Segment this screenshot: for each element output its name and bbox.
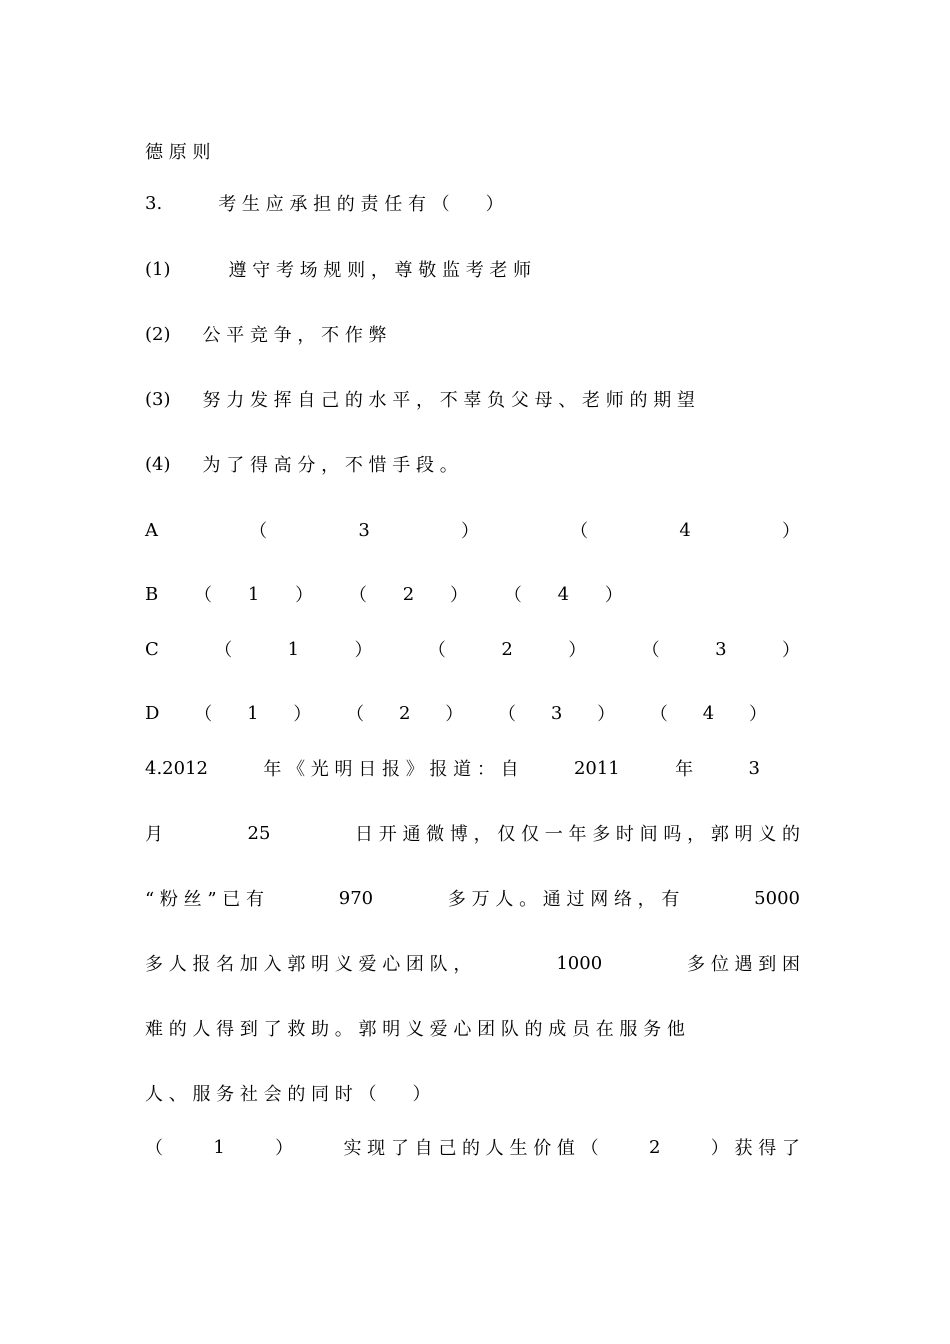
option-b — [145, 579, 623, 609]
option-part: ） — [597, 704, 616, 725]
option-part: （ — [249, 521, 268, 542]
item-text: 公 平 竞 争 ， 不 作 弊 — [202, 325, 387, 346]
option-part: （ — [649, 704, 668, 725]
item-text: 努 力 发 挥 自 己 的 水 平 ， 不 辜 负 父 母 、 老 师 的 期 望 — [202, 390, 695, 411]
q4-token: ） — [275, 1138, 294, 1159]
option-part: （ — [503, 585, 522, 606]
question-4-line-4 — [145, 948, 800, 978]
option-d — [145, 698, 767, 728]
option-part: ） — [781, 521, 800, 542]
q4-token: 2011 — [573, 757, 620, 779]
option-part: 1 — [247, 583, 260, 605]
q4-token: 多 人 报 名 加 入 郭 明 义 爱 心 团 队 ， — [145, 954, 472, 975]
q4-token: 4.2012 — [145, 757, 208, 779]
option-part: 1 — [287, 638, 300, 660]
q4-token: （ — [145, 1138, 163, 1159]
q4-token: 25 — [247, 822, 271, 844]
option-part: （ — [498, 704, 517, 725]
item-label: (4) — [145, 453, 171, 475]
item-label: (3) — [145, 388, 171, 410]
q4-token: 实 现 了 自 己 的 人 生 价 值 （ — [343, 1138, 599, 1159]
option-part: ） — [354, 640, 373, 661]
q4-token: “ 粉 丝 ” 已 有 — [145, 889, 265, 910]
q4-token: 970 — [338, 887, 374, 909]
q4-token: 日 开 通 微 博 ， 仅 仅 一 年 多 时 间 吗 ， 郭 明 义 的 — [355, 824, 800, 845]
question-3-item-3 — [145, 384, 800, 414]
item-text: 遵 守 考 场 规 则 ， 尊 敬 监 考 老 师 — [228, 260, 532, 281]
option-part: 1 — [247, 702, 259, 724]
option-part: 2 — [501, 638, 513, 660]
q4-token: 1 — [213, 1136, 225, 1158]
option-part: ） — [781, 640, 800, 661]
question-3-item-4 — [145, 449, 800, 479]
carryover-text: 德 原 则 — [145, 142, 211, 163]
option-letter: A — [145, 519, 158, 541]
option-part: 3 — [550, 702, 563, 724]
q4-token: 3 — [748, 757, 760, 779]
option-letter: B — [145, 583, 159, 605]
question-4-line-7 — [145, 1132, 800, 1162]
question-4-line-5 — [145, 1013, 800, 1043]
q4-token: 2 — [648, 1136, 661, 1158]
question-4-line-1 — [145, 753, 760, 783]
option-part: ） — [295, 585, 314, 606]
question-3-text: 考 生 应 承 担 的 责 任 有 （ ） — [218, 194, 504, 215]
option-c — [145, 634, 800, 664]
q4-token: 月 — [145, 824, 163, 845]
q4-token: 1000 — [556, 952, 603, 974]
q4-token: 多 万 人 。 通 过 网 络 ， 有 — [447, 889, 680, 910]
q4-token: 多 位 遇 到 困 — [687, 954, 800, 975]
text-line-carryover — [145, 136, 800, 166]
option-part: 3 — [358, 519, 370, 541]
option-part: 4 — [557, 583, 570, 605]
option-part: ） — [293, 704, 312, 725]
option-letter: D — [145, 702, 160, 724]
option-part: 4 — [679, 519, 691, 541]
option-part: ） — [445, 704, 464, 725]
option-part: （ — [427, 640, 446, 661]
option-part: 3 — [715, 638, 727, 660]
question-4-line-2 — [145, 818, 800, 848]
option-part: （ — [194, 585, 213, 606]
option-part: ） — [450, 585, 469, 606]
option-part: 4 — [702, 702, 715, 724]
q4-token: 年 《 光 明 日 报 》 报 道 ： 自 — [263, 759, 519, 780]
question-3-item-2 — [145, 319, 800, 349]
option-part: ） — [568, 640, 587, 661]
question-3-number: 3. — [145, 192, 163, 214]
question-4-line-6 — [145, 1078, 800, 1108]
option-part: （ — [570, 521, 589, 542]
option-part: （ — [194, 704, 213, 725]
option-part: ） — [604, 585, 623, 606]
option-part: （ — [214, 640, 233, 661]
option-letter: C — [145, 638, 159, 660]
option-a — [145, 515, 800, 545]
option-part: 2 — [398, 702, 411, 724]
q4-text: 难 的 人 得 到 了 救 助 。 郭 明 义 爱 心 团 队 的 成 员 在 服 务 他 — [145, 1019, 685, 1040]
q4-token: ） 获 得 了 — [710, 1138, 800, 1159]
option-part: 2 — [402, 583, 415, 605]
option-part: ） — [749, 704, 767, 725]
option-part: （ — [346, 704, 365, 725]
item-text: 为 了 得 高 分 ， 不 惜 手 段 。 — [202, 455, 458, 476]
question-4-line-3 — [145, 883, 800, 913]
item-label: (2) — [145, 323, 171, 345]
item-label: (1) — [145, 258, 171, 280]
question-3-stem — [145, 188, 800, 218]
option-part: ） — [460, 521, 479, 542]
q4-token: 年 — [675, 759, 694, 780]
question-3-item-1 — [145, 254, 800, 284]
q4-token: 5000 — [754, 887, 800, 909]
option-part: （ — [348, 585, 367, 606]
option-part: （ — [641, 640, 660, 661]
q4-text: 人 、 服 务 社 会 的 同 时 （ ） — [145, 1084, 431, 1105]
